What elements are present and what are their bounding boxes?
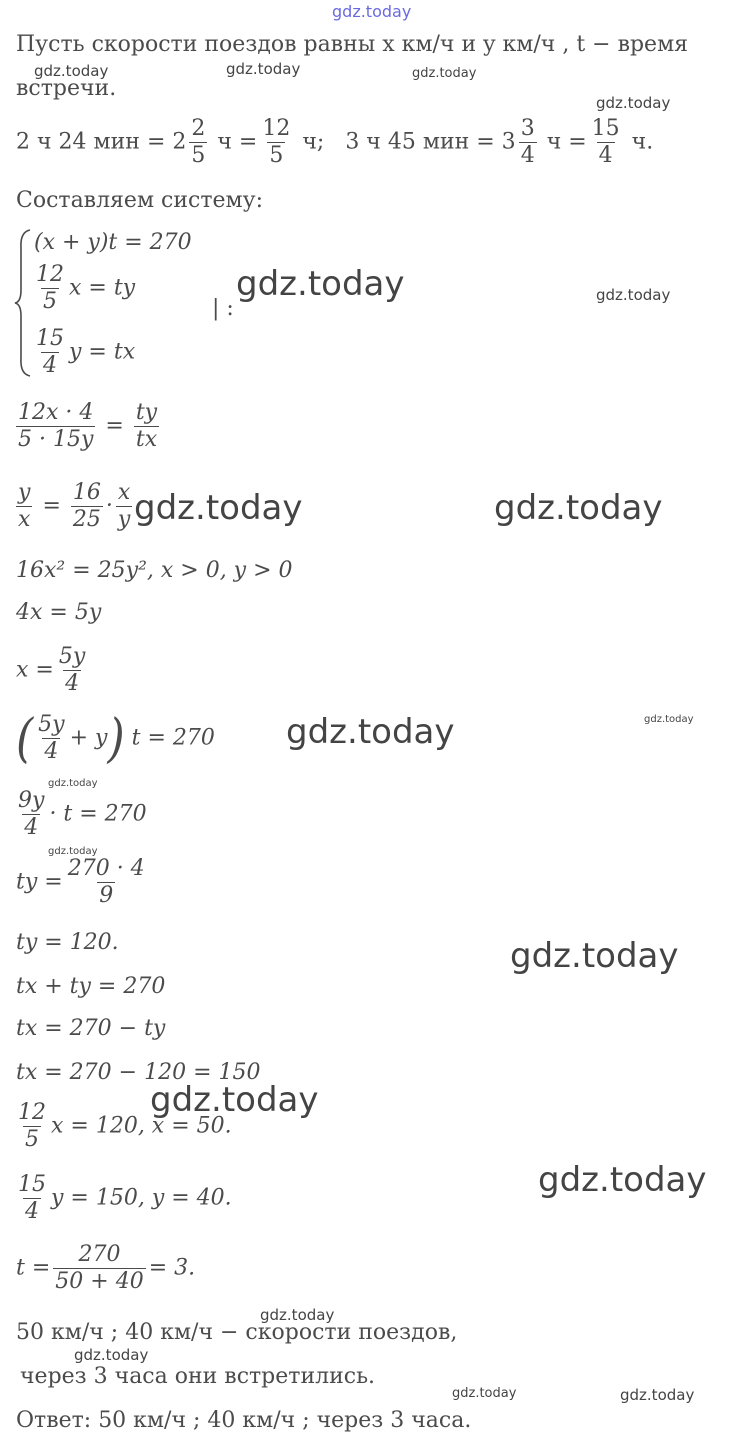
step-squares: 16x² = 25y², x > 0, y > 0 <box>16 558 293 583</box>
watermark: gdz.today <box>538 1160 707 1200</box>
watermark: gdz.today <box>74 1346 149 1364</box>
watermark: gdz.today <box>48 846 98 857</box>
step-divide: $\frac{12x \cdot 4}{5 \cdot 15y}$ = $\frac{ty}{tx}$ <box>18 400 158 452</box>
step-x-expression: x = $\frac{5y}{4}$ <box>16 644 86 696</box>
step-ty-fraction: ty = $\frac{270 \cdot 4}{9}$ <box>16 856 145 908</box>
step-sum: tx + ty = 270 <box>16 974 166 999</box>
watermark: gdz.today <box>510 936 679 976</box>
intro-text: Пусть скорости поездов равны x км/ч и y км/ч , t − время <box>16 32 689 57</box>
step-substitute: ( $\frac{5y}{4}$ + y) t = 270 <box>16 707 215 769</box>
watermark: gdz.today <box>134 488 303 528</box>
step-t-value: t = $\frac{270}{50 + 40}$ = 3. <box>16 1242 196 1294</box>
conclusion-line-1: 50 км/ч ; 40 км/ч − скорости поездов, <box>16 1320 458 1345</box>
conclusion-line-2: через 3 часа они встретились. <box>20 1364 376 1389</box>
watermark: gdz.today <box>452 1386 517 1401</box>
step-linear: 4x = 5y <box>16 600 102 625</box>
intro-text-continued: встречи. <box>16 76 117 101</box>
watermark: gdz.today <box>48 778 98 789</box>
watermark: gdz.today <box>34 62 109 80</box>
system-brace <box>14 228 32 378</box>
divide-mark: | : <box>212 296 234 321</box>
watermark: gdz.today <box>494 488 663 528</box>
watermark: gdz.today <box>596 286 671 304</box>
step-tx: tx = 270 − ty <box>16 1016 166 1041</box>
system-equation-1: (x + y)t = 270 <box>34 230 192 255</box>
time-conversion-line: 2 ч 24 мин = 2 $\frac{2}{5}$ ч = $\frac{12}{5}$ ч; 3 ч 45 мин = 3 $\frac{3}{4}$ ч = $\frac{15}{4}$ ч. <box>16 116 654 168</box>
watermark: gdz.today <box>620 1386 695 1404</box>
step-ratio: $\frac{y}{x}$ = $\frac{16}{25}$ · $\frac{x}{y}$ <box>18 480 131 532</box>
watermark: gdz.today <box>260 1306 335 1324</box>
step-ty-value: ty = 120. <box>16 930 119 955</box>
watermark: gdz.today <box>596 94 671 112</box>
step-x-value: $\frac{12}{5}$ x = 120, x = 50. <box>18 1100 232 1152</box>
system-equation-3: $\frac{15}{4}$ y = tx <box>36 326 136 378</box>
watermark: gdz.today <box>644 714 694 725</box>
step-tx-value: tx = 270 − 120 = 150 <box>16 1060 261 1085</box>
step-y-value: $\frac{15}{4}$ y = 150, y = 40. <box>18 1172 232 1224</box>
watermark: gdz.today <box>332 2 412 21</box>
watermark: gdz.today <box>236 264 405 304</box>
watermark: gdz.today <box>226 60 301 78</box>
watermark: gdz.today <box>412 66 477 81</box>
watermark: gdz.today <box>150 1080 319 1120</box>
system-label: Составляем систему: <box>16 188 264 213</box>
watermark: gdz.today <box>286 712 455 752</box>
answer-line: Ответ: 50 км/ч ; 40 км/ч ; через 3 часа. <box>16 1408 472 1433</box>
step-simplify: $\frac{9y}{4}$ · t = 270 <box>18 788 147 840</box>
system-equation-2: $\frac{12}{5}$ x = ty <box>36 262 136 314</box>
